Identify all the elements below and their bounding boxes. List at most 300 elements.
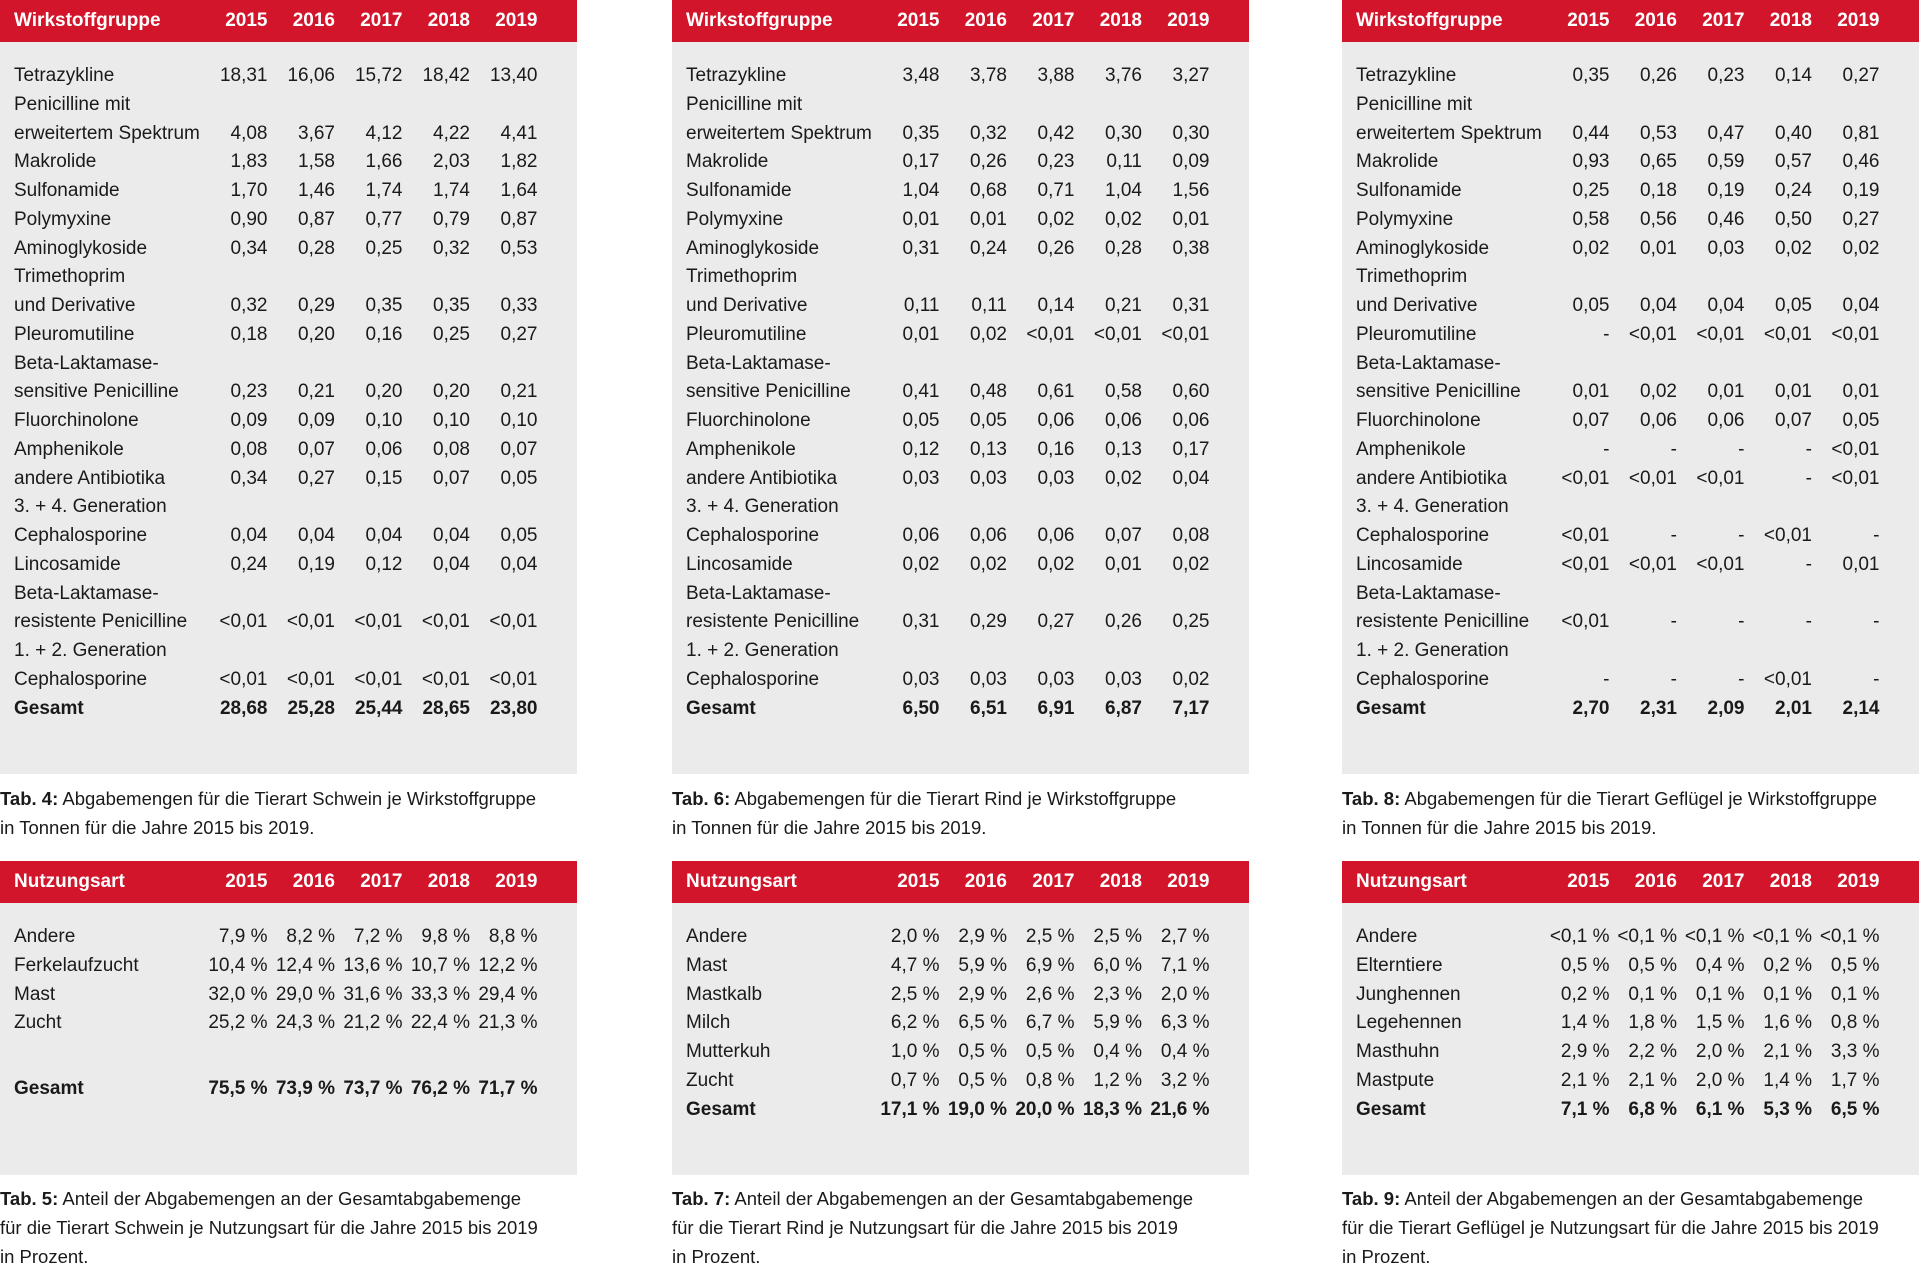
row-label-line: sensitive Penicilline <box>14 381 179 403</box>
cell-value: 1,7 % <box>1830 1069 1880 1091</box>
cell-value: - <box>1670 668 1677 690</box>
total-row <box>1342 1096 1919 1125</box>
cell-value: 4,41 <box>500 122 538 144</box>
cell-value: 0,16 <box>365 323 403 345</box>
cell-value: 0,27 <box>1842 208 1880 230</box>
cell-value: 0,60 <box>1172 381 1210 403</box>
row-label-line: Pleuromutiline <box>14 323 135 345</box>
cell-value: 0,01 <box>902 208 940 230</box>
row-label-line: Pleuromutiline <box>1356 323 1477 345</box>
cell-value: <0,01 <box>421 611 470 633</box>
cell-value: 0,03 <box>970 467 1007 489</box>
cell-value: 0,03 <box>1105 668 1142 690</box>
cell-value: 2,0 % <box>890 926 940 947</box>
cell-value: <0,01 <box>489 668 538 690</box>
row-label-line: Trimethoprim <box>14 266 126 288</box>
cell-value: 0,02 <box>970 553 1007 575</box>
cell-value: 0,30 <box>1172 122 1210 144</box>
row-label <box>1342 321 1542 350</box>
table-body <box>1342 42 1919 723</box>
row-label-line: Junghennen <box>1356 983 1461 1005</box>
cell-value: 0,5 % <box>958 1041 1007 1062</box>
header-year: 2019 <box>1837 871 1880 892</box>
cell-value: - <box>1603 668 1610 690</box>
row-label <box>1342 177 1542 206</box>
caption-tab4 <box>0 784 600 842</box>
cell-value: 0,23 <box>230 381 268 403</box>
cell-value: 0,81 <box>1842 122 1880 144</box>
header-year: 2017 <box>1702 10 1745 31</box>
cell-value: 0,31 <box>1172 295 1210 316</box>
table-row <box>1342 493 1919 551</box>
row-label-line: Mutterkuh <box>686 1041 771 1062</box>
cell-value: 0,26 <box>1105 611 1142 633</box>
caption-tab5 <box>0 1184 600 1271</box>
table-row <box>0 1009 577 1038</box>
table-row <box>0 263 577 321</box>
cell-value: 1,58 <box>298 151 335 173</box>
row-label-line: Polymyxine <box>686 208 784 230</box>
row-label-line: andere Antibiotika <box>14 467 166 489</box>
cell-value: 0,32 <box>970 122 1007 144</box>
table-row <box>0 148 577 177</box>
row-label-line: sensitive Penicilline <box>686 381 851 403</box>
cell-value: 0,04 <box>298 525 335 546</box>
cell-value: 0,06 <box>1707 410 1745 431</box>
caption-id: Tab. 9: <box>1342 1188 1401 1209</box>
row-label-line: erweitertem Spektrum <box>14 122 200 144</box>
table-header <box>672 861 1249 903</box>
cell-value: - <box>1805 553 1812 575</box>
row-label <box>672 350 872 408</box>
cell-value: 3,3 % <box>1830 1041 1880 1062</box>
row-label <box>672 1009 872 1038</box>
cell-value: 6,2 % <box>890 1012 940 1034</box>
cell-value: 0,5 % <box>1830 954 1880 976</box>
table-header <box>1342 861 1919 903</box>
cell-value: 2,2 % <box>1628 1041 1677 1062</box>
cell-value: 0,04 <box>433 553 470 575</box>
cell-value: 0,46 <box>1842 151 1880 173</box>
table-row <box>672 637 1249 695</box>
cell-value: 2,6 % <box>1025 983 1075 1005</box>
row-label-line: 3. + 4. Generation <box>14 496 167 518</box>
row-label <box>1342 206 1542 235</box>
cell-value: <0,01 <box>1628 553 1677 575</box>
table-row <box>1342 407 1919 436</box>
cell-value: 0,27 <box>1037 611 1075 633</box>
cell-value: 0,10 <box>433 410 470 431</box>
cell-value: 25,2 % <box>208 1012 268 1034</box>
cell-value: 0,01 <box>1842 381 1880 403</box>
cell-value: - <box>1738 525 1745 546</box>
cell-value: 0,02 <box>1105 467 1142 489</box>
cell-value: 0,21 <box>298 381 335 403</box>
table-row <box>1342 91 1919 149</box>
cell-value: 29,0 % <box>275 983 335 1005</box>
table-row <box>0 580 577 638</box>
row-label <box>1342 981 1542 1010</box>
table-tab9 <box>1342 861 1919 1175</box>
caption-line: in Prozent. <box>0 1246 89 1267</box>
total-value: 71,7 % <box>478 1078 538 1099</box>
header-year: 2015 <box>225 871 268 892</box>
cell-value: 0,26 <box>1640 65 1677 86</box>
cell-value: 0,02 <box>1105 208 1142 230</box>
cell-value: 0,16 <box>1037 438 1075 460</box>
row-label-line: Amphenikole <box>1356 438 1466 460</box>
row-label <box>672 436 872 465</box>
cell-value: <0,01 <box>286 611 335 633</box>
table-row <box>672 263 1249 321</box>
caption-line: in Prozent. <box>672 1246 761 1267</box>
row-label-line: Andere <box>1356 926 1418 947</box>
cell-value: 0,19 <box>1707 180 1745 201</box>
row-label <box>672 206 872 235</box>
cell-value: 0,29 <box>970 611 1007 633</box>
cell-value: - <box>1873 668 1880 690</box>
row-label-line: Beta-Laktamase- <box>14 582 159 604</box>
row-label-line: Lincosamide <box>686 553 793 575</box>
header-year: 2016 <box>292 871 335 892</box>
total-value: 17,1 % <box>880 1098 940 1120</box>
caption-line: in Tonnen für die Jahre 2015 bis 2019. <box>1342 817 1657 838</box>
cell-value: 0,05 <box>1572 295 1610 316</box>
row-label <box>0 235 200 264</box>
table-row <box>1342 637 1919 695</box>
caption-tab6 <box>672 784 1272 842</box>
total-label: Gesamt <box>1356 697 1426 719</box>
row-label <box>0 177 200 206</box>
cell-value: 5,9 % <box>958 954 1007 976</box>
cell-value: 8,2 % <box>286 926 335 947</box>
cell-value: 12,4 % <box>275 954 335 976</box>
cell-value: 18,42 <box>422 65 470 86</box>
caption-line: Abgabemengen für die Tierart Rind je Wirkstoffgruppe <box>734 788 1177 809</box>
cell-value: 0,08 <box>1172 525 1210 546</box>
table-row <box>0 952 577 981</box>
row-label-line: Beta-Laktamase- <box>1356 352 1501 374</box>
header-label: Nutzungsart <box>14 871 125 892</box>
table-row <box>672 436 1249 465</box>
cell-value: 0,04 <box>365 525 403 546</box>
cell-value: 12,2 % <box>478 954 538 976</box>
cell-value: 4,22 <box>433 122 470 144</box>
cell-value: <0,01 <box>1628 323 1677 345</box>
table-tab5 <box>0 861 577 1175</box>
caption-line: Abgabemengen für die Tierart Geflügel je Wirkstoffgruppe <box>1404 788 1878 809</box>
cell-value: 0,8 % <box>1025 1069 1075 1091</box>
cell-value: 1,66 <box>365 151 403 173</box>
total-value: 19,0 % <box>947 1098 1007 1120</box>
cell-value: 0,53 <box>1640 122 1677 144</box>
cell-value: 0,13 <box>970 438 1007 460</box>
table-row <box>1342 235 1919 264</box>
cell-value: 3,67 <box>298 122 335 144</box>
cell-value: 0,61 <box>1037 381 1075 403</box>
cell-value: 2,9 % <box>1560 1041 1610 1062</box>
cell-value: <0,01 <box>219 611 268 633</box>
caption-tab7 <box>672 1184 1272 1271</box>
row-label-line: Makrolide <box>686 151 769 173</box>
table-row <box>1342 981 1919 1010</box>
total-value: 5,3 % <box>1763 1098 1812 1120</box>
row-label-line: Cephalosporine <box>14 525 148 546</box>
cell-value: 0,19 <box>298 553 335 575</box>
cell-value: 0,20 <box>433 381 470 403</box>
caption-id: Tab. 5: <box>0 1188 59 1209</box>
caption-id: Tab. 4: <box>0 788 59 809</box>
cell-value: 0,21 <box>500 381 538 403</box>
cell-value: 4,12 <box>365 122 403 144</box>
cell-value: 0,18 <box>1640 180 1677 201</box>
table-row <box>0 235 577 264</box>
row-label-line: Tetrazykline <box>1356 65 1457 86</box>
row-label <box>1342 465 1542 494</box>
cell-value: 0,23 <box>1037 151 1075 173</box>
cell-value: 0,02 <box>1037 208 1075 230</box>
row-label-line: andere Antibiotika <box>686 467 838 489</box>
row-label <box>0 206 200 235</box>
cell-value: 0,21 <box>1105 295 1142 316</box>
total-row <box>0 695 577 724</box>
cell-value: <0,01 <box>1696 323 1745 345</box>
cell-value: 0,25 <box>433 323 470 345</box>
cell-value: 0,12 <box>902 438 940 460</box>
table-row <box>672 923 1249 952</box>
cell-value: 0,13 <box>1105 438 1142 460</box>
cell-value: 16,06 <box>287 65 335 86</box>
cell-value: 0,29 <box>298 295 335 316</box>
cell-value: 0,04 <box>1640 295 1677 316</box>
table-body <box>672 42 1249 723</box>
row-label <box>0 407 200 436</box>
row-label-line: Pleuromutiline <box>686 323 807 345</box>
cell-value: 0,38 <box>1172 237 1210 259</box>
header-year: 2018 <box>1769 871 1812 892</box>
header-year: 2018 <box>1769 10 1812 31</box>
cell-value: 0,65 <box>1640 151 1677 173</box>
row-label-line: Aminoglykoside <box>1356 237 1490 259</box>
cell-value: 10,4 % <box>208 954 268 976</box>
table-row <box>0 407 577 436</box>
row-label <box>1342 1067 1542 1096</box>
table-row <box>672 1038 1249 1067</box>
table-body <box>672 903 1249 1124</box>
cell-value: 0,59 <box>1707 151 1745 173</box>
cell-value: 0,07 <box>298 438 335 460</box>
row-label <box>1342 350 1542 408</box>
cell-value: 0,4 % <box>1093 1041 1142 1062</box>
cell-value: 0,34 <box>230 237 268 259</box>
cell-value: <0,01 <box>1561 525 1610 546</box>
cell-value: 0,35 <box>1572 65 1610 86</box>
row-label-line: Mastpute <box>1356 1069 1435 1091</box>
cell-value: 1,5 % <box>1695 1012 1745 1034</box>
cell-value: 0,03 <box>902 467 940 489</box>
cell-value: 0,24 <box>1775 180 1812 201</box>
cell-value: 0,07 <box>1105 525 1142 546</box>
cell-value: 0,07 <box>1572 410 1610 431</box>
row-label <box>672 177 872 206</box>
cell-value: 0,35 <box>433 295 470 316</box>
table-row <box>1342 952 1919 981</box>
row-label-line: resistente Penicilline <box>686 611 860 633</box>
table-row <box>672 551 1249 580</box>
row-label <box>0 923 200 952</box>
cell-value: 0,27 <box>1842 65 1880 86</box>
cell-value: 2,5 % <box>890 983 940 1005</box>
cell-value: 1,56 <box>1172 180 1210 201</box>
cell-value: 1,6 % <box>1763 1012 1812 1034</box>
table-row <box>1342 551 1919 580</box>
cell-value: 0,05 <box>500 467 538 489</box>
cell-value: 0,07 <box>433 467 470 489</box>
cell-value: 6,3 % <box>1160 1012 1210 1034</box>
cell-value: 0,05 <box>1775 295 1812 316</box>
row-label-line: Andere <box>686 926 748 947</box>
cell-value: 1,74 <box>365 180 403 201</box>
cell-value: 0,01 <box>1707 381 1745 403</box>
table-row <box>672 350 1249 408</box>
cell-value: 1,70 <box>230 180 268 201</box>
total-row <box>672 1096 1249 1125</box>
header-year: 2017 <box>1032 871 1075 892</box>
row-label-line: 3. + 4. Generation <box>686 496 839 518</box>
cell-value: 13,40 <box>489 65 538 86</box>
cell-value: 0,32 <box>230 295 268 316</box>
row-label-line: Beta-Laktamase- <box>686 582 831 604</box>
cell-value: <0,01 <box>1561 467 1610 489</box>
total-value: 2,70 <box>1572 697 1610 719</box>
cell-value: 0,1 % <box>1695 983 1745 1005</box>
cell-value: 0,11 <box>903 295 940 316</box>
table-body <box>0 903 577 1104</box>
table-row <box>672 235 1249 264</box>
total-row <box>672 695 1249 724</box>
cell-value: 0,58 <box>1105 381 1142 403</box>
cell-value: 0,71 <box>1037 180 1075 201</box>
cell-value: 2,1 % <box>1560 1069 1610 1091</box>
header-year: 2019 <box>1837 10 1880 31</box>
cell-value: 21,2 % <box>343 1012 403 1034</box>
cell-value: 0,90 <box>230 208 268 230</box>
cell-value: 2,5 % <box>1025 926 1075 947</box>
table-row <box>0 493 577 551</box>
row-label <box>1342 923 1542 952</box>
cell-value: 0,4 % <box>1695 954 1745 976</box>
cell-value: <0,01 <box>1831 467 1880 489</box>
cell-value: 0,17 <box>902 151 940 173</box>
total-row <box>0 1075 577 1104</box>
cell-value: 32,0 % <box>208 983 268 1005</box>
row-label-line: und Derivative <box>14 295 136 316</box>
table-tab4 <box>0 0 577 774</box>
header-year: 2017 <box>1032 10 1075 31</box>
cell-value: 1,4 % <box>1763 1069 1812 1091</box>
row-label <box>0 981 200 1010</box>
cell-value: 0,06 <box>1105 410 1142 431</box>
cell-value: - <box>1873 525 1880 546</box>
table-row <box>672 580 1249 638</box>
cell-value: 0,04 <box>500 553 538 575</box>
row-label <box>0 91 200 149</box>
cell-value: 0,28 <box>1105 237 1142 259</box>
row-label <box>672 235 872 264</box>
total-value: 2,14 <box>1842 697 1880 719</box>
cell-value: 0,04 <box>1707 295 1745 316</box>
header-year: 2018 <box>1099 871 1142 892</box>
cell-value: 0,01 <box>1572 381 1610 403</box>
cell-value: 0,32 <box>433 237 470 259</box>
cell-value: 29,4 % <box>478 983 538 1005</box>
row-label-line: Mast <box>686 954 728 976</box>
header-year: 2015 <box>1567 10 1610 31</box>
row-label-line: Amphenikole <box>14 438 124 460</box>
cell-value: 0,06 <box>902 525 940 546</box>
caption-line: Anteil der Abgabemengen an der Gesamtabgabemenge <box>734 1188 1194 1209</box>
row-label-line: Cephalosporine <box>1356 668 1490 690</box>
cell-value: 0,02 <box>1172 553 1210 575</box>
table-row <box>0 923 577 952</box>
cell-value: <0,01 <box>421 668 470 690</box>
row-label <box>672 493 872 551</box>
row-label-line: Trimethoprim <box>686 266 798 288</box>
row-label-line: Cephalosporine <box>686 525 820 546</box>
row-label-line: Beta-Laktamase- <box>686 352 831 374</box>
row-label-line: Aminoglykoside <box>686 237 820 259</box>
cell-value: 0,11 <box>1106 151 1142 173</box>
cell-value: 0,15 <box>365 467 403 489</box>
cell-value: <0,01 <box>1763 323 1812 345</box>
cell-value: 0,23 <box>1707 65 1745 86</box>
total-value: 2,31 <box>1640 697 1677 719</box>
header-year: 2017 <box>1702 871 1745 892</box>
cell-value: 0,48 <box>970 381 1007 403</box>
cell-value: <0,1 % <box>1684 926 1745 947</box>
cell-value: 0,07 <box>1775 410 1812 431</box>
cell-value: 2,9 % <box>958 983 1007 1005</box>
row-label-line: erweitertem Spektrum <box>686 122 872 144</box>
row-label-line: erweitertem Spektrum <box>1356 122 1542 144</box>
cell-value: 0,41 <box>902 381 940 403</box>
cell-value: 1,83 <box>230 151 268 173</box>
cell-value: 2,03 <box>433 151 470 173</box>
cell-value: 0,46 <box>1707 208 1745 230</box>
total-value: 28,65 <box>422 697 470 719</box>
table-row <box>1342 1067 1919 1096</box>
cell-value: 4,08 <box>230 122 268 144</box>
cell-value: 0,04 <box>1842 295 1880 316</box>
cell-value: <0,01 <box>354 611 403 633</box>
header-year: 2015 <box>225 10 268 31</box>
cell-value: <0,1 % <box>1819 926 1880 947</box>
cell-value: 0,5 % <box>1628 954 1677 976</box>
table-row <box>672 493 1249 551</box>
header-year: 2016 <box>964 871 1007 892</box>
header-year: 2018 <box>427 871 470 892</box>
total-value: 6,51 <box>970 697 1007 719</box>
row-label <box>0 148 200 177</box>
caption-line: für die Tierart Rind je Nutzungsart für die Jahre 2015 bis 2019 <box>672 1217 1178 1238</box>
row-label-line: Polymyxine <box>1356 208 1454 230</box>
cell-value: 0,05 <box>1842 410 1880 431</box>
cell-value: 0,02 <box>1037 553 1075 575</box>
cell-value: 0,14 <box>1775 65 1812 86</box>
table-row <box>1342 350 1919 408</box>
row-label-line: Aminoglykoside <box>14 237 148 259</box>
cell-value: 18,31 <box>219 65 268 86</box>
